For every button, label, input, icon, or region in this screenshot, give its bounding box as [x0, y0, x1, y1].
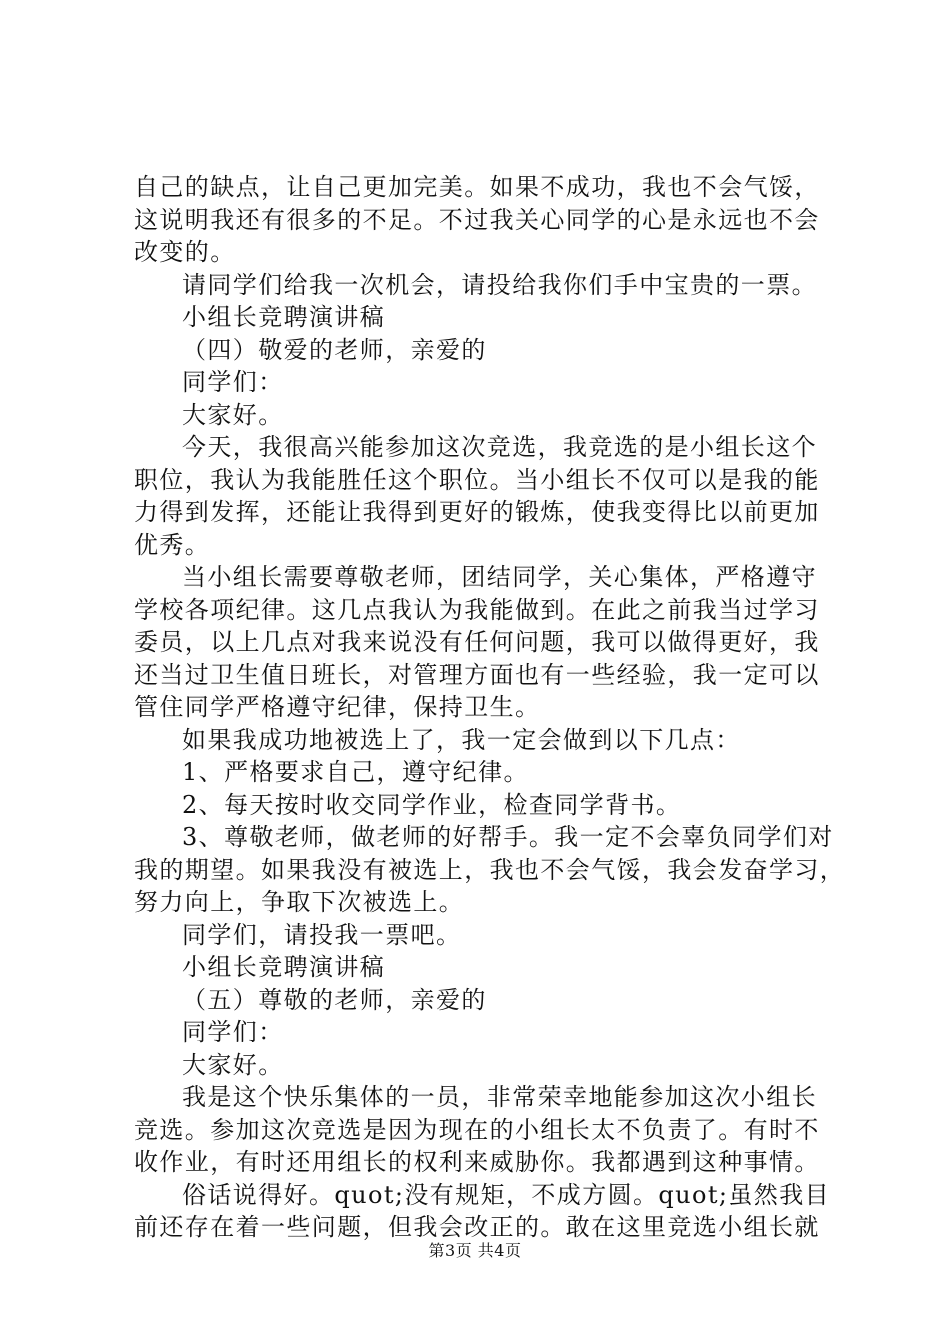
text-line: 优秀。: [134, 530, 211, 559]
text-line: 请同学们给我一次机会，请投给我你们手中宝贵的一票。: [182, 270, 817, 299]
section-heading: （五）尊敬的老师，亲爱的: [182, 985, 487, 1014]
text-line: 前还存在着一些问题，但我会改正的。敢在这里竞选小组长就: [134, 1213, 820, 1241]
list-item: 2、每天按时收交同学作业，检查同学背书。: [182, 790, 682, 819]
section-title: 小组长竞聘演讲稿: [182, 303, 386, 331]
text-line: 如果我成功地被选上了，我一定会做到以下几点：: [182, 725, 741, 754]
text-line: 俗话说得好。quot;没有规矩，不成方圆。quot;虽然我目: [182, 1180, 830, 1209]
greeting: 大家好。: [182, 1050, 284, 1079]
list-item: 1、严格要求自己，遵守纪律。: [182, 758, 529, 786]
text-line: 委员，以上几点对我来说没有任何问题，我可以做得更好，我: [134, 628, 820, 656]
text-line: 我是这个快乐集体的一员，非常荣幸地能参加这次小组长: [182, 1083, 817, 1111]
section-heading: （四）敬爱的老师，亲爱的: [182, 335, 487, 364]
text-line: 当小组长需要尊敬老师，团结同学，关心集体，严格遵守: [182, 563, 817, 591]
text-line: 竞选。参加这次竞选是因为现在的小组长太不负责了。有时不: [134, 1115, 820, 1144]
text-line: 还当过卫生值日班长，对管理方面也有一些经验，我一定可以: [134, 660, 820, 689]
section-title: 小组长竞聘演讲稿: [182, 953, 386, 981]
text-line: 学校各项纪律。这几点我认为我能做到。在此之前我当过学习: [134, 595, 820, 624]
salutation: 同学们：: [182, 368, 284, 396]
text-line: 这说明我还有很多的不足。不过我关心同学的心是永远也不会: [134, 205, 820, 234]
document-body: [134, 171, 846, 1244]
text-line: 职位，我认为我能胜任这个职位。当小组长不仅可以是我的能: [134, 465, 820, 494]
salutation: 同学们：: [182, 1018, 284, 1046]
text-line: 同学们，请投我一票吧。: [182, 920, 462, 949]
text-line: 收作业，有时还用组长的权利来威胁你。我都遇到这种事情。: [134, 1148, 820, 1176]
page-number: 第3页 共4页: [428, 1241, 522, 1260]
text-line: 我的期望。如果我没有被选上，我也不会气馁，我会发奋学习，: [134, 855, 846, 884]
text-line: 努力向上，争取下次被选上。: [134, 888, 465, 916]
greeting: 大家好。: [182, 400, 284, 429]
text-line: 改变的。: [134, 238, 236, 266]
text-line: 管住同学严格遵守纪律，保持卫生。: [134, 693, 541, 721]
text-line: 今天，我很高兴能参加这次竞选，我竞选的是小组长这个: [182, 433, 817, 461]
text-line: 自己的缺点，让自己更加完美。如果不成功，我也不会气馁，: [134, 173, 820, 201]
text-line: 力得到发挥，还能让我得到更好的锻炼，使我变得比以前更加: [134, 498, 820, 526]
list-item: 3、尊敬老师，做老师的好帮手。我一定不会辜负同学们对: [182, 823, 834, 851]
